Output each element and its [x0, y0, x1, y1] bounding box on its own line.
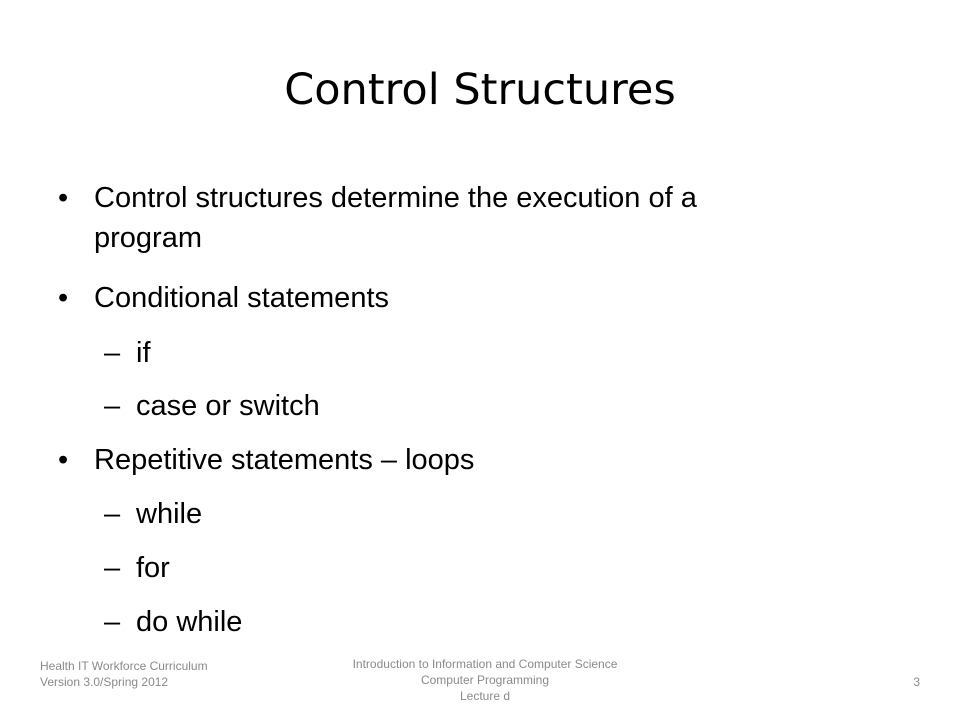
sub-bullet-text: while: [136, 498, 203, 530]
sub-bullet-text: do while: [136, 606, 243, 638]
bullet-text-line-2: program: [94, 222, 202, 254]
footer-course-line: Introduction to Information and Computer Science: [352, 657, 618, 671]
slide-title: Control Structures: [284, 65, 676, 115]
bullet-marker: •: [58, 282, 69, 314]
sub-bullet-text: case or switch: [136, 390, 320, 422]
page-number: 3: [913, 675, 920, 689]
footer-lecture-line: Lecture d: [459, 689, 511, 703]
bullet-marker: •: [58, 182, 69, 214]
dash-marker: –: [104, 337, 121, 369]
footer-component-line: Computer Programming: [420, 673, 550, 687]
bullet-text: [94, 178, 894, 258]
sub-bullet-text: for: [136, 552, 170, 584]
footer-course-info: [300, 656, 670, 704]
dash-marker: –: [104, 606, 121, 638]
dash-marker: –: [104, 498, 121, 530]
dash-marker: –: [104, 552, 121, 584]
bullet-text-line-1: Control structures determine the execution of a: [94, 182, 697, 214]
sub-bullet-text: if: [136, 337, 151, 369]
bullet-text: Repetitive statements – loops: [94, 444, 475, 476]
dash-marker: –: [104, 390, 121, 422]
footer-version-line: Version 3.0/Spring 2012: [40, 675, 169, 689]
footer-curriculum-info: [40, 658, 300, 690]
bullet-marker: •: [58, 444, 69, 476]
footer-curriculum-line: Health IT Workforce Curriculum: [40, 659, 208, 673]
bullet-text: Conditional statements: [94, 282, 389, 314]
